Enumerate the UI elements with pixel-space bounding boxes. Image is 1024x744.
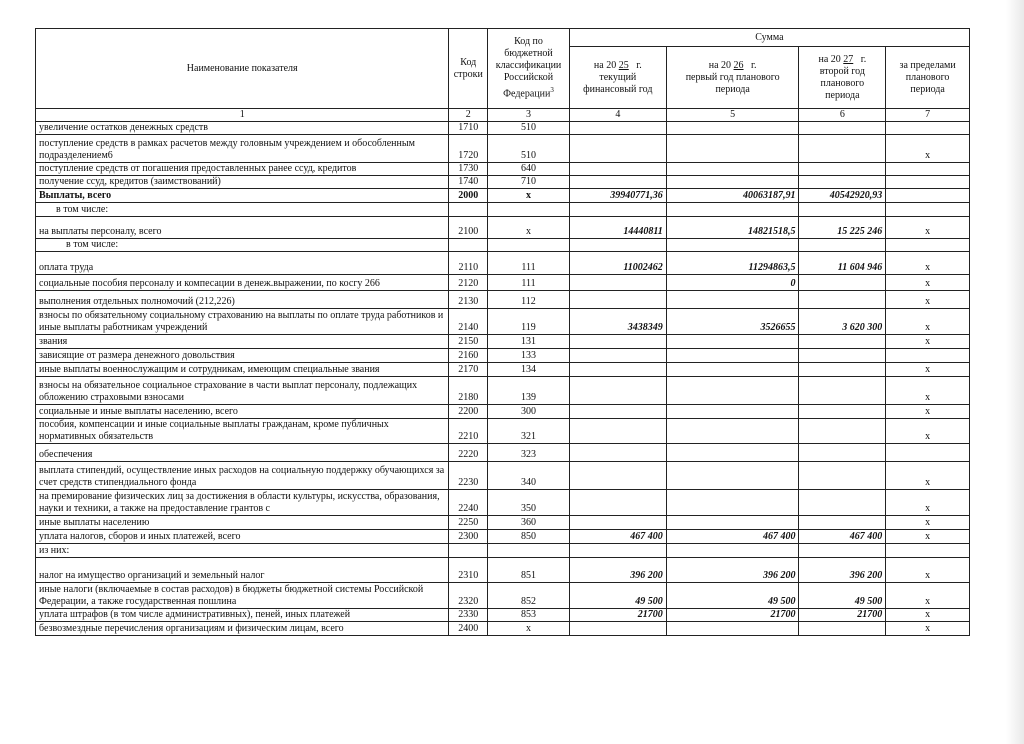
- row-code: 2310: [449, 558, 488, 583]
- row-value-beyond: x: [886, 583, 970, 609]
- scan-edge: [1006, 0, 1024, 744]
- col-number: 6: [799, 109, 886, 122]
- row-name: безвозмездные перечисления организациям и физическим лицам, всего: [36, 622, 449, 636]
- col-number: 2: [449, 109, 488, 122]
- header-year-2: на 20 26 г. первый год планового периода: [666, 47, 799, 109]
- budget-table: [35, 28, 970, 636]
- row-value-y2: [666, 544, 799, 558]
- row-code: 2400: [449, 622, 488, 636]
- row-value-y2: [666, 377, 799, 405]
- table-row: [36, 609, 970, 622]
- row-value-y3: 49 500: [799, 583, 886, 609]
- table-row: [36, 558, 970, 583]
- row-value-y2: [666, 490, 799, 516]
- row-value-y1: [569, 490, 666, 516]
- row-kbk: 710: [488, 176, 570, 189]
- row-value-y2: [666, 135, 799, 163]
- row-value-beyond: [886, 176, 970, 189]
- table-row: [36, 490, 970, 516]
- row-kbk: 323: [488, 444, 570, 462]
- table-row: [36, 163, 970, 176]
- row-name: поступление средств в рамках расчетов между головным учреждением и обособленным подразделением6: [36, 135, 449, 163]
- row-name: иные выплаты военнослужащим и сотрудникам, имеющим специальные звания: [36, 363, 449, 377]
- row-value-y3: 40542920,93: [799, 189, 886, 203]
- row-value-beyond: x: [886, 275, 970, 291]
- row-name: зависящие от размера денежного довольствия: [36, 349, 449, 363]
- row-value-y1: [569, 275, 666, 291]
- row-value-y1: 49 500: [569, 583, 666, 609]
- row-value-y2: 40063187,91: [666, 189, 799, 203]
- table-row: [36, 217, 970, 239]
- row-value-y3: [799, 122, 886, 135]
- row-value-y2: 0: [666, 275, 799, 291]
- row-value-y3: 467 400: [799, 530, 886, 544]
- row-value-beyond: [886, 122, 970, 135]
- row-kbk: x: [488, 189, 570, 203]
- row-code: 2120: [449, 275, 488, 291]
- row-name: на премирование физических лиц за достижения в области культуры, искусства, образования, науки и техники, а также на предоставление грантов с: [36, 490, 449, 516]
- row-value-y1: [569, 163, 666, 176]
- row-kbk: 119: [488, 309, 570, 335]
- row-value-y1: 467 400: [569, 530, 666, 544]
- table-row: [36, 349, 970, 363]
- row-value-beyond: x: [886, 291, 970, 309]
- row-name: социальные пособия персоналу и компесации в денеж.выражении, по косгу 266: [36, 275, 449, 291]
- row-value-y1: [569, 203, 666, 217]
- row-value-y1: [569, 405, 666, 419]
- row-value-beyond: [886, 239, 970, 252]
- table-row: [36, 405, 970, 419]
- row-kbk: 300: [488, 405, 570, 419]
- row-code: [449, 544, 488, 558]
- row-value-y1: [569, 622, 666, 636]
- row-name: налог на имущество организаций и земельный налог: [36, 558, 449, 583]
- row-code: 2130: [449, 291, 488, 309]
- row-value-y3: [799, 490, 886, 516]
- row-value-y3: [799, 239, 886, 252]
- row-name: оплата труда: [36, 252, 449, 275]
- row-value-y3: [799, 163, 886, 176]
- row-value-y2: [666, 363, 799, 377]
- row-kbk: 139: [488, 377, 570, 405]
- row-name: выполнения отдельных полномочий (212,226): [36, 291, 449, 309]
- row-kbk: 321: [488, 419, 570, 444]
- row-value-y3: [799, 363, 886, 377]
- row-kbk: 111: [488, 275, 570, 291]
- row-value-y2: [666, 163, 799, 176]
- row-value-y1: [569, 135, 666, 163]
- row-value-y3: [799, 544, 886, 558]
- row-code: 2150: [449, 335, 488, 349]
- row-code: 1710: [449, 122, 488, 135]
- row-value-y3: [799, 405, 886, 419]
- row-value-beyond: [886, 444, 970, 462]
- row-kbk: [488, 239, 570, 252]
- row-kbk: 360: [488, 516, 570, 530]
- row-value-beyond: x: [886, 516, 970, 530]
- row-value-y2: [666, 419, 799, 444]
- row-value-y1: 21700: [569, 609, 666, 622]
- table-row: [36, 309, 970, 335]
- row-value-beyond: x: [886, 490, 970, 516]
- budget-table-sheet: [35, 28, 970, 636]
- row-kbk: 340: [488, 462, 570, 490]
- row-name: звания: [36, 335, 449, 349]
- row-code: 1720: [449, 135, 488, 163]
- row-value-y2: 49 500: [666, 583, 799, 609]
- col-number: 5: [666, 109, 799, 122]
- row-value-y3: [799, 176, 886, 189]
- row-name: социальные и иные выплаты населению, всего: [36, 405, 449, 419]
- row-code: 2250: [449, 516, 488, 530]
- table-row: [36, 444, 970, 462]
- row-value-y3: [799, 377, 886, 405]
- row-value-y1: [569, 462, 666, 490]
- row-value-beyond: x: [886, 309, 970, 335]
- row-kbk: 640: [488, 163, 570, 176]
- row-value-y3: [799, 349, 886, 363]
- table-row: [36, 622, 970, 636]
- row-value-y2: [666, 516, 799, 530]
- row-kbk: 133: [488, 349, 570, 363]
- row-value-y1: [569, 335, 666, 349]
- row-value-beyond: [886, 544, 970, 558]
- row-value-y1: [569, 363, 666, 377]
- row-code: 2100: [449, 217, 488, 239]
- row-value-beyond: [886, 203, 970, 217]
- row-value-y2: [666, 291, 799, 309]
- row-value-beyond: x: [886, 558, 970, 583]
- row-value-y3: [799, 291, 886, 309]
- table-row: [36, 335, 970, 349]
- row-value-beyond: [886, 189, 970, 203]
- row-code: 1740: [449, 176, 488, 189]
- row-code: 2230: [449, 462, 488, 490]
- row-kbk: 112: [488, 291, 570, 309]
- row-value-y1: [569, 419, 666, 444]
- row-name: поступление средств от погашения предоставленных ранее ссуд, кредитов: [36, 163, 449, 176]
- row-code: 2210: [449, 419, 488, 444]
- table-row: [36, 462, 970, 490]
- row-code: 2330: [449, 609, 488, 622]
- row-value-beyond: x: [886, 335, 970, 349]
- row-value-beyond: x: [886, 609, 970, 622]
- row-value-y3: 11 604 946: [799, 252, 886, 275]
- table-row: [36, 239, 970, 252]
- row-kbk: 350: [488, 490, 570, 516]
- row-kbk: [488, 544, 570, 558]
- row-value-beyond: [886, 349, 970, 363]
- row-value-y2: 11294863,5: [666, 252, 799, 275]
- table-row: [36, 291, 970, 309]
- table-row: [36, 530, 970, 544]
- row-name: в том числе:: [36, 203, 449, 217]
- row-name: Выплаты, всего: [36, 189, 449, 203]
- table-row: [36, 544, 970, 558]
- col-number: 1: [36, 109, 449, 122]
- row-value-y3: 21700: [799, 609, 886, 622]
- table-row: [36, 419, 970, 444]
- row-name: пособия, компенсации и иные социальные выплаты гражданам, кроме публичных нормативных обязательств: [36, 419, 449, 444]
- col-number: 3: [488, 109, 570, 122]
- header-year-3: на 20 27 г. второй год планового периода: [799, 47, 886, 109]
- row-kbk: 510: [488, 135, 570, 163]
- row-value-y1: 11002462: [569, 252, 666, 275]
- row-value-y2: 396 200: [666, 558, 799, 583]
- row-value-y2: [666, 239, 799, 252]
- row-value-y1: [569, 291, 666, 309]
- row-value-y2: [666, 349, 799, 363]
- header-sum: Сумма: [569, 29, 969, 47]
- row-name: взносы на обязательное социальное страхование в части выплат персоналу, подлежащих обложению страховыми взносами: [36, 377, 449, 405]
- row-value-y2: [666, 462, 799, 490]
- row-name: увеличение остатков денежных средств: [36, 122, 449, 135]
- row-code: 2240: [449, 490, 488, 516]
- row-value-y3: [799, 516, 886, 530]
- table-row: [36, 583, 970, 609]
- table-row: [36, 377, 970, 405]
- row-kbk: x: [488, 622, 570, 636]
- row-kbk: 111: [488, 252, 570, 275]
- row-code: 2320: [449, 583, 488, 609]
- row-code: 1730: [449, 163, 488, 176]
- row-code: 2220: [449, 444, 488, 462]
- row-value-beyond: x: [886, 462, 970, 490]
- row-code: 2180: [449, 377, 488, 405]
- col-number: 4: [569, 109, 666, 122]
- row-kbk: 852: [488, 583, 570, 609]
- row-name: из них:: [36, 544, 449, 558]
- header-year-1: на 20 25 г. текущий финансовый год: [569, 47, 666, 109]
- row-kbk: 131: [488, 335, 570, 349]
- table-row: [36, 189, 970, 203]
- row-code: 2160: [449, 349, 488, 363]
- header-budget-code: Код по бюджетной классификации Российской Федерации$^3$: [488, 29, 570, 109]
- row-name: взносы по обязательному социальному страхованию на выплаты по оплате труда работников и иные выплаты работникам учреждений: [36, 309, 449, 335]
- row-code: [449, 239, 488, 252]
- row-value-beyond: x: [886, 217, 970, 239]
- row-value-y3: 15 225 246: [799, 217, 886, 239]
- table-row: [36, 122, 970, 135]
- row-value-y3: [799, 622, 886, 636]
- row-name: на выплаты персоналу, всего: [36, 217, 449, 239]
- row-kbk: 853: [488, 609, 570, 622]
- row-value-y3: 396 200: [799, 558, 886, 583]
- table-row: [36, 363, 970, 377]
- row-value-y2: 467 400: [666, 530, 799, 544]
- row-kbk: [488, 203, 570, 217]
- row-value-beyond: x: [886, 135, 970, 163]
- row-name: иные налоги (включаемые в состав расходов) в бюджеты бюджетной системы Российской Федерации, а также государственная пошлина: [36, 583, 449, 609]
- row-value-beyond: x: [886, 419, 970, 444]
- row-value-y3: [799, 135, 886, 163]
- row-value-beyond: x: [886, 363, 970, 377]
- row-kbk: 850: [488, 530, 570, 544]
- row-name: выплата стипендий, осуществление иных расходов на социальную поддержку обучающихся за счет средств стипендиального фонда: [36, 462, 449, 490]
- table-row: [36, 176, 970, 189]
- row-kbk: x: [488, 217, 570, 239]
- row-value-beyond: x: [886, 530, 970, 544]
- row-value-beyond: x: [886, 405, 970, 419]
- row-name: в том числе:: [36, 239, 449, 252]
- row-value-y2: [666, 176, 799, 189]
- row-value-y1: [569, 239, 666, 252]
- row-value-y2: [666, 444, 799, 462]
- row-value-y3: 3 620 300: [799, 309, 886, 335]
- row-code: 2170: [449, 363, 488, 377]
- row-value-y2: 3526655: [666, 309, 799, 335]
- row-value-y1: [569, 516, 666, 530]
- row-code: [449, 203, 488, 217]
- row-code: 2300: [449, 530, 488, 544]
- row-value-y1: [569, 122, 666, 135]
- row-code: 2200: [449, 405, 488, 419]
- row-kbk: 510: [488, 122, 570, 135]
- row-value-y1: [569, 444, 666, 462]
- row-value-beyond: x: [886, 377, 970, 405]
- row-value-y3: [799, 462, 886, 490]
- table-row: [36, 252, 970, 275]
- row-value-beyond: [886, 163, 970, 176]
- row-value-y3: [799, 275, 886, 291]
- row-value-y3: [799, 335, 886, 349]
- row-name: уплата налогов, сборов и иных платежей, всего: [36, 530, 449, 544]
- header-beyond: за пределами планового периода: [886, 47, 970, 109]
- row-value-y1: [569, 349, 666, 363]
- row-name: обеспечения: [36, 444, 449, 462]
- row-name: иные выплаты населению: [36, 516, 449, 530]
- row-value-y2: [666, 122, 799, 135]
- row-code: 2000: [449, 189, 488, 203]
- row-value-y1: 14440811: [569, 217, 666, 239]
- row-value-y3: [799, 419, 886, 444]
- row-name: получение ссуд, кредитов (заимствований): [36, 176, 449, 189]
- row-code: 2110: [449, 252, 488, 275]
- column-number-row: [36, 109, 970, 122]
- table-row: [36, 203, 970, 217]
- row-value-y2: [666, 335, 799, 349]
- row-kbk: 134: [488, 363, 570, 377]
- row-kbk: 851: [488, 558, 570, 583]
- row-value-y3: [799, 203, 886, 217]
- row-value-y1: [569, 176, 666, 189]
- row-value-y1: 39940771,36: [569, 189, 666, 203]
- row-value-y1: 3438349: [569, 309, 666, 335]
- row-code: 2140: [449, 309, 488, 335]
- row-value-y2: 14821518,5: [666, 217, 799, 239]
- row-value-y2: [666, 203, 799, 217]
- row-name: уплата штрафов (в том числе административных), пеней, иных платежей: [36, 609, 449, 622]
- row-value-beyond: x: [886, 252, 970, 275]
- row-value-y2: 21700: [666, 609, 799, 622]
- row-value-beyond: x: [886, 622, 970, 636]
- col-number: 7: [886, 109, 970, 122]
- row-value-y1: [569, 544, 666, 558]
- header-name: Наименование показателя: [36, 29, 449, 109]
- header-code-line: Код строки: [449, 29, 488, 109]
- table-row: [36, 275, 970, 291]
- row-value-y1: 396 200: [569, 558, 666, 583]
- row-value-y2: [666, 405, 799, 419]
- row-value-y2: [666, 622, 799, 636]
- table-row: [36, 135, 970, 163]
- row-value-y3: [799, 444, 886, 462]
- row-value-y1: [569, 377, 666, 405]
- table-row: [36, 516, 970, 530]
